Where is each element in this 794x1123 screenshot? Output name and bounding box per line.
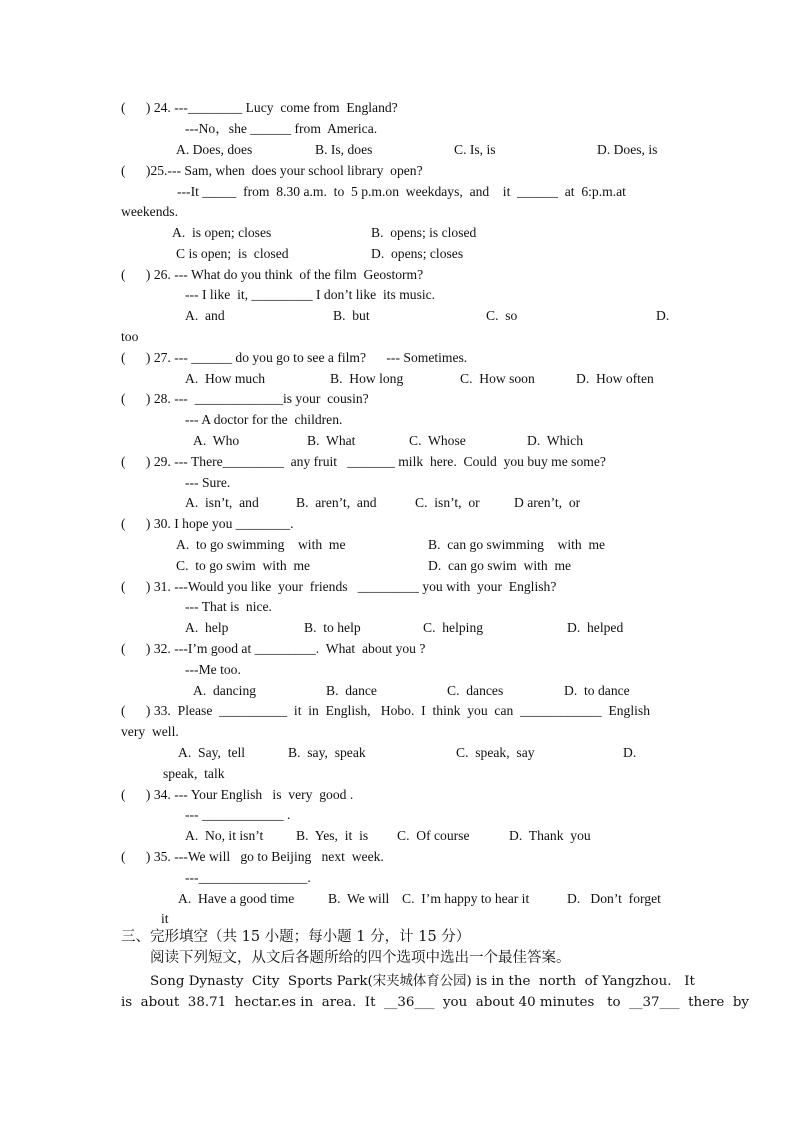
question-24-reply: ---No，she ______ from America.: [185, 121, 378, 136]
question-30-option-a: A. to go swimming with me: [176, 537, 346, 552]
question-31-option-a: A. help: [185, 620, 229, 635]
question-31-option-b: B. to help: [304, 620, 361, 635]
question-32-option-a: A. dancing: [193, 683, 257, 698]
question-26-option-a: A. and: [185, 308, 225, 323]
question-29-option-a: A. isn’t, and: [185, 495, 259, 510]
question-31-reply: --- That is nice.: [185, 599, 272, 614]
question-25-option-b: B. opens; is closed: [371, 225, 477, 240]
question-34-option-a: A. No, it isn’t: [185, 828, 264, 843]
question-26-reply: --- I like it, _________ I don’t like its music.: [185, 287, 436, 302]
question-25-option-a: A. is open; closes: [172, 225, 272, 240]
question-33-stem: ( ) 33. Please __________ it in English, Hobo. I think you can ____________ English: [121, 703, 650, 718]
question-35-option-a: A. Have a good time: [178, 891, 295, 906]
question-35-reply: ---________________.: [185, 870, 311, 885]
question-30-stem: ( ) 30. I hope you ________.: [121, 516, 294, 531]
question-33-option-a: A. Say, tell: [178, 745, 246, 760]
question-35-option-d: D. Don’t forget: [567, 891, 661, 906]
question-28-reply: --- A doctor for the children.: [185, 412, 343, 427]
question-32-stem: ( ) 32. ---I’m good at _________. What about you ?: [121, 641, 426, 656]
question-26-continuation: too: [121, 329, 139, 344]
question-25-reply: ---It _____ from 8.30 a.m. to 5 p.m.on weekdays, and it ______ at 6:p.m.at: [177, 184, 626, 199]
question-24-option-d: D. Does, is: [597, 142, 658, 157]
question-31-option-c: C. helping: [423, 620, 484, 635]
section-3-instruction: 阅读下列短文，从文后各题所给的四个选项中选出一个最佳答案。: [150, 950, 571, 966]
question-32-reply: ---Me too.: [185, 662, 241, 677]
question-26-option-c: C. so: [486, 308, 518, 323]
question-33-continuation-2: speak, talk: [163, 766, 225, 781]
question-33-option-b: B. say, speak: [288, 745, 366, 760]
question-28-option-c: C. Whose: [409, 433, 466, 448]
question-24-option-c: C. Is, is: [454, 142, 496, 157]
question-30-option-c: C. to go swim with me: [176, 558, 311, 573]
question-32-option-b: B. dance: [326, 683, 377, 698]
question-27-option-a: A. How much: [185, 371, 266, 386]
question-33-continuation: very well.: [121, 724, 179, 739]
question-26-stem: ( ) 26. --- What do you think of the film Geostorm?: [121, 267, 424, 282]
question-26-option-d: D.: [656, 308, 670, 323]
question-30-option-d: D. can go swim with me: [428, 558, 572, 573]
question-24-option-b: B. Is, does: [315, 142, 373, 157]
question-25-option-d: D. opens; closes: [371, 246, 464, 261]
question-27-stem: ( ) 27. --- ______ do you go to see a film? --- Sometimes.: [121, 350, 468, 365]
question-27-option-c: C. How soon: [460, 371, 535, 386]
question-33-option-d: D.: [623, 745, 637, 760]
question-28-stem: ( ) 28. --- _____________is your cousin?: [121, 391, 369, 406]
question-24-option-a: A. Does, does: [176, 142, 253, 157]
question-30-option-b: B. can go swimming with me: [428, 537, 606, 552]
question-35-continuation: it: [161, 911, 169, 926]
question-29-option-c: C. isn’t, or: [415, 495, 480, 510]
question-29-stem: ( ) 29. --- There_________ any fruit _______ milk here. Could you buy me some?: [121, 454, 606, 469]
question-31-stem: ( ) 31. ---Would you like your friends _________ you with your English?: [121, 579, 557, 594]
question-25-stem: ( )25.--- Sam, when does your school library open?: [121, 163, 423, 178]
passage-line-2: is about 38.71 hectar.es in area. It __36___ you about 40 minutes to __37___ there by: [121, 995, 749, 1010]
question-35-stem: ( ) 35. ---We will go to Beijing next week.: [121, 849, 384, 864]
question-34-reply: --- ____________ .: [185, 807, 291, 822]
question-34-option-d: D. Thank you: [509, 828, 591, 843]
question-35-option-c: C. I’m happy to hear it: [402, 891, 530, 906]
question-33-option-c: C. speak, say: [456, 745, 535, 760]
question-34-option-b: B. Yes, it is: [296, 828, 369, 843]
question-29-reply: --- Sure.: [185, 475, 231, 490]
question-28-option-d: D. Which: [527, 433, 584, 448]
question-29-option-b: B. aren’t, and: [296, 495, 377, 510]
question-24-stem: ( ) 24. ---________ Lucy come from England?: [121, 100, 398, 115]
question-28-option-a: A. Who: [193, 433, 240, 448]
question-32-option-c: C. dances: [447, 683, 504, 698]
question-29-option-d: D aren’t, or: [514, 495, 581, 510]
question-34-stem: ( ) 34. --- Your English is very good .: [121, 787, 354, 802]
question-25-continuation: weekends.: [121, 204, 178, 219]
question-34-option-c: C. Of course: [397, 828, 470, 843]
question-28-option-b: B. What: [307, 433, 356, 448]
question-27-option-b: B. How long: [330, 371, 404, 386]
question-25-option-c: C is open; is closed: [176, 246, 289, 261]
question-27-option-d: D. How often: [576, 371, 654, 386]
passage-line-1: Song Dynasty City Sports Park(宋夹城体育公园) is in the north of Yangzhou. It: [150, 974, 695, 989]
question-32-option-d: D. to dance: [564, 683, 630, 698]
question-26-option-b: B. but: [333, 308, 370, 323]
section-3-heading: 三、完形填空（共 15 小题；每小题 1 分，计 15 分）: [121, 929, 471, 945]
question-31-option-d: D. helped: [567, 620, 624, 635]
question-35-option-b: B. We will: [328, 891, 390, 906]
